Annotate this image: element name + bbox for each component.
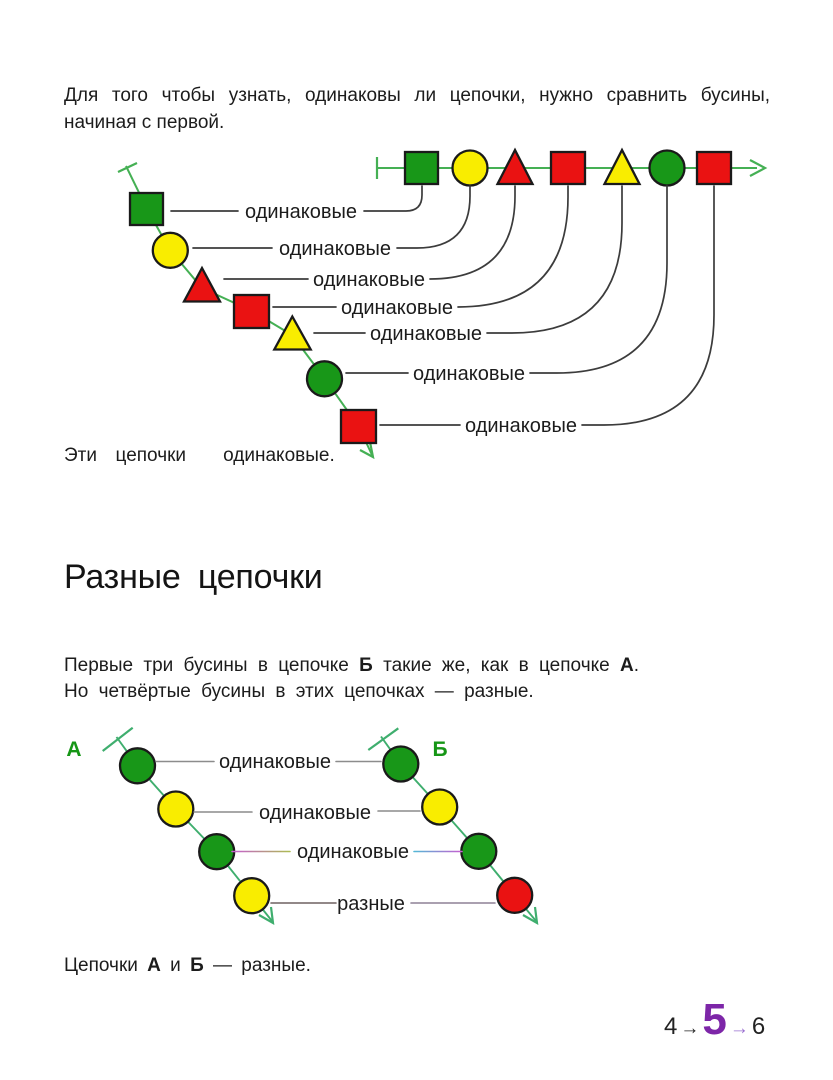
bead-green-circle [650,151,685,186]
connector-curve [458,186,568,307]
arrow-right-icon: → [729,1018,749,1039]
chain-a-reference: А [147,955,161,976]
bead-yellow-circle [453,151,488,186]
row-label: одинаковые [297,841,409,863]
connector-curve [530,186,667,373]
top-chain [377,150,765,186]
bead-red-square [551,152,585,184]
chain-b-reference: Б [190,955,204,976]
intro-line-2: начиная с первой. [64,112,225,133]
bead-red-square [697,152,731,184]
diagram-identical-chains [95,140,795,470]
intro-line-1: Для того чтобы узнать, одинаковы ли цепочки, нужно сравнить бусины, [64,85,770,106]
bead-green-circle [120,748,155,783]
arrow-right-icon: → [680,1018,700,1039]
row-label: одинаковые [219,751,331,773]
bead-red-circle [497,878,532,913]
bead-yellow-triangle [274,317,310,350]
connector-curve [582,186,714,425]
prev-page-number: 4 [664,1013,678,1040]
pair-label: одинаковые [245,201,357,223]
page-footer [664,995,766,1044]
pair-label: одинаковые [370,323,482,345]
pair-label: одинаковые [313,269,425,291]
diagram-different-chains [60,715,560,935]
conclusion2-text: Цепочки [64,955,148,976]
bead-green-circle [461,834,496,869]
pair-label: одинаковые [341,297,453,319]
pair-label: одинаковые [279,238,391,260]
section-heading: Разные цепочки [64,558,323,596]
chain-a-label: А [66,738,82,761]
pair-label: одинаковые [465,415,577,437]
para2-text: такие же, как в цепочке [372,655,620,676]
bead-red-square [341,410,376,443]
chain-b-label: Б [432,738,448,761]
pair-label: одинаковые [413,363,525,385]
connector-curve [364,186,422,211]
connector-curve [397,186,470,248]
para2-text: . [633,655,639,676]
next-page-number: 6 [751,1013,766,1040]
chain-b-reference: Б [359,655,373,676]
bead-green-square [130,193,163,225]
bead-yellow-circle [153,233,188,268]
para2-line-2: Но четвёртые бусины в этих цепочках — разные. [64,681,534,702]
row-label: одинаковые [259,802,371,824]
conclusion2-text: и [160,955,191,976]
bead-yellow-circle [234,878,269,913]
current-page-number: 5 [702,995,727,1044]
bead-yellow-circle [158,792,193,827]
para2-text: Первые три бусины в цепочке [64,655,360,676]
different-chains-paragraph [64,653,724,705]
row-connectors [156,762,495,904]
conclusion-identical: Эти цепочки одинаковые. [64,445,335,466]
chain-a-reference: А [619,655,634,676]
bead-green-circle [307,361,342,396]
bead-green-circle [199,834,234,869]
conclusion2-text: — разные. [203,955,311,976]
bead-green-circle [383,747,418,782]
row-label: разные [337,893,405,915]
conclusion-different [64,955,311,977]
intro-paragraph [64,82,770,136]
para2-line-1 [64,653,724,679]
bead-yellow-circle [422,790,457,825]
bead-red-square [234,295,269,328]
bead-green-square [405,152,438,184]
connector-curve [430,186,515,279]
